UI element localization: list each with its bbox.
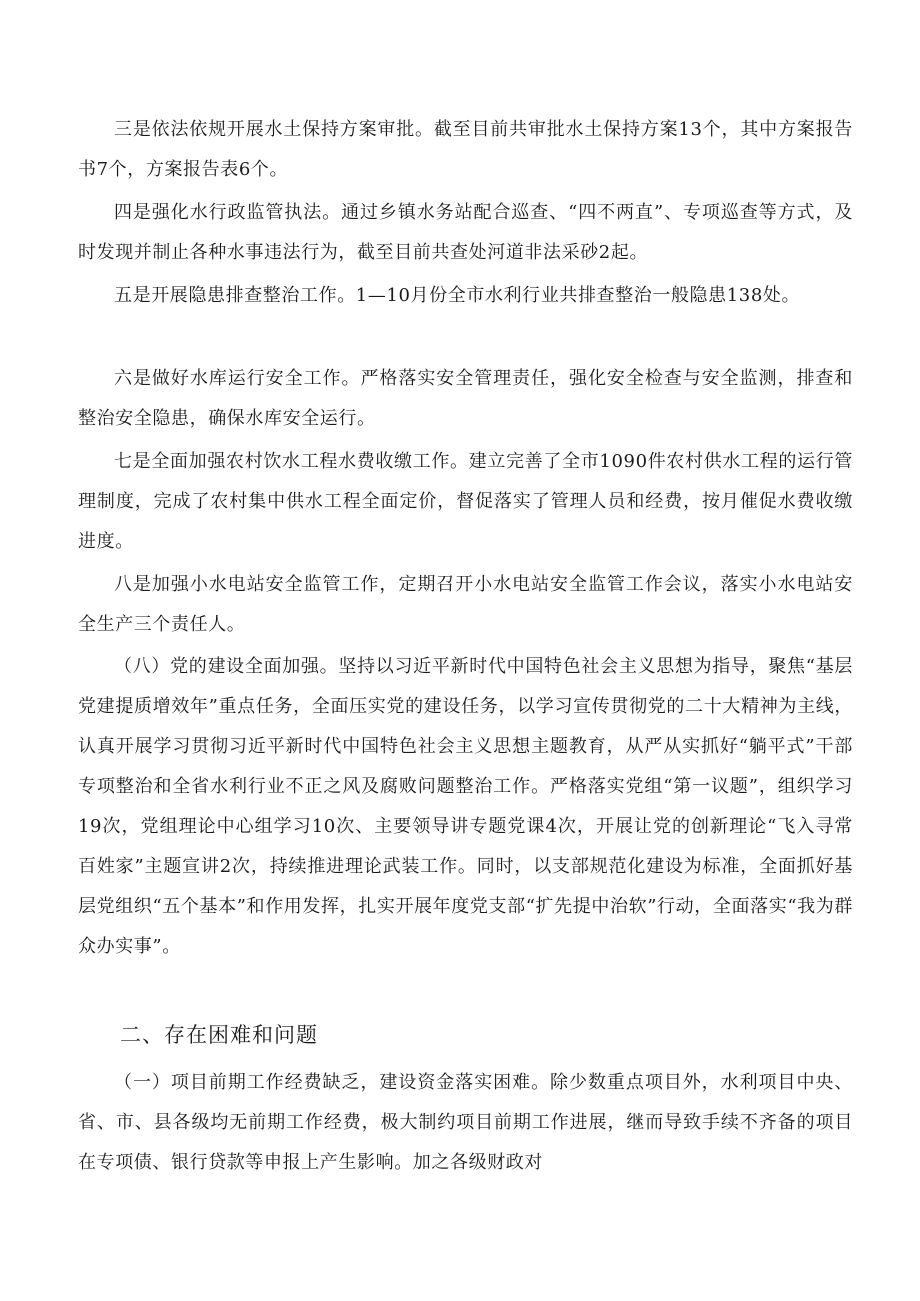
paragraph-soil-conservation-approval: 三是依法依规开展水土保持方案审批。截至目前共审批水土保持方案13个，其中方案报告书7个，方案报告表6个。 [78, 119, 853, 180]
section-heading: 二、存在困难和问题 [120, 1023, 318, 1047]
paragraph-rural-water-fees: 七是全面加强农村饮水工程水费收缴工作。建立完善了全市1090件农村供水工程的运行管理制度，完成了农村集中供水工程全面定价，督促落实了管理人员和经费，按月催促水费收缴进度。 [78, 451, 853, 552]
paragraph-funding-difficulties: （一）项目前期工作经费缺乏，建设资金落实困难。除少数重点项目外，水利项目中央、省、市、县各级均无前期工作经费，极大制约项目前期工作进展，继而导致手续不齐备的项目在专项债、银行贷款等申报上产生影响。加之各级财政对 [78, 1072, 853, 1173]
paragraph-hydropower-supervision: 八是加强小水电站安全监管工作，定期召开小水电站安全监管工作会议，落实小水电站安全生产三个责任人。 [78, 574, 853, 635]
paragraph-party-building: （八）党的建设全面加强。坚持以习近平新时代中国特色社会主义思想为指导，聚焦“基层党建提质增效年”重点任务，全面压实党的建设任务，以学习宣传贯彻党的二十大精神为主线，认真开展学习贯彻习近平新时代中国特色社会主义思想主题教育，从严从实抓好“躺平式”干部专项整治和全省水利行业不正之风及腐败问题整治工作。严格落实党组“第一议题”，组织学习19次，党组理论中心组学习10次、主要领导讲专题党课4次，开展让党的创新理论“飞入寻常百姓家”主题宣讲2次，持续推进理论武装工作。同时，以支部规范化建设为标准，全面抓好基层党组织“五个基本”和作用发挥，扎实开展年度党支部“扩先提中治软”行动，全面落实“我为群众办实事”。 [78, 656, 853, 957]
paragraph-water-enforcement: 四是强化水行政监管执法。通过乡镇水务站配合巡查、“四不两直”、专项巡查等方式，及时发现并制止各种水事违法行为，截至目前共查处河道非法采砂2起。 [78, 202, 853, 263]
paragraph-reservoir-safety: 六是做好水库运行安全工作。严格落实安全管理责任，强化安全检查与安全监测，排查和整治安全隐患，确保水库安全运行。 [78, 368, 853, 429]
paragraph-hazard-inspection: 五是开展隐患排查整治工作。1—10月份全市水利行业共排查整治一般隐患138处。 [114, 285, 801, 306]
